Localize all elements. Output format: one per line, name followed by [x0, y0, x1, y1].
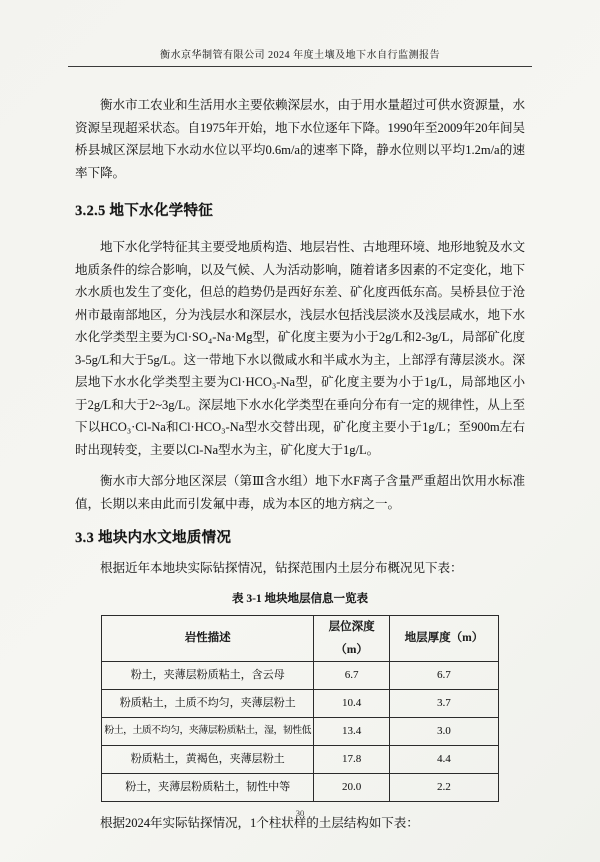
strata-table — [101, 615, 499, 802]
table-row — [102, 690, 499, 718]
thickness-cell: 6.7 — [389, 662, 498, 690]
depth-cell: 13.4 — [314, 718, 389, 746]
page-header: 衡水京华制管有限公司 2024 年度土壤及地下水自行监测报告 — [68, 46, 532, 67]
lithology-cell: 粉质粘土，黄褐色，夹薄层粉土 — [102, 746, 314, 774]
thickness-cell: 3.7 — [389, 690, 498, 718]
paragraph-column-sample: 根据2024年实际钻探情况，1个柱状样的土层结构如下表： — [100, 816, 419, 830]
table-row — [102, 662, 499, 690]
table-row — [102, 718, 499, 746]
section-heading-3-2-5: 3.2.5 地下水化学特征 — [75, 203, 214, 219]
depth-cell: 20.0 — [314, 774, 389, 802]
col-header-lithology: 岩性描述 — [102, 616, 314, 662]
table-row — [102, 774, 499, 802]
lithology-cell: 粉土，土质不均匀，夹薄层粉质粘土，湿，韧性低 — [102, 718, 314, 746]
col-header-depth: 层位深度（m） — [314, 616, 389, 662]
lithology-cell: 粉土，夹薄层粉质粘土，韧性中等 — [102, 774, 314, 802]
paragraph-drilling-intro: 根据近年本地块实际钻探情况，钻探范围内土层分布概况见下表： — [100, 561, 463, 575]
lithology-cell: 粉土，夹薄层粉质粘土，含云母 — [102, 662, 314, 690]
table-row — [102, 746, 499, 774]
thickness-cell: 4.4 — [389, 746, 498, 774]
table-caption: 表 3-1 地块地层信息一览表 — [231, 592, 369, 605]
paragraph-fluoride: 衡水市大部分地区深层（第Ⅲ含水组）地下水F离子含量严重超出饮用水标准值，长期以来由此而引发氟中毒，成为本区的地方病之一。 — [75, 474, 525, 511]
paragraph-hydrochemistry: 地下水化学特征其主要受地质构造、地层岩性、古地理环境、地形地貌及水文地质条件的综合影响，以及气候、人为活动影响，随着诸多因素的不定变化，地下水水质也发生了变化，但总的趋势仍是西好东差、矿化度西低东高。吴桥县位于沧州市最南部地区，分为浅层水和深层水，浅层水包括浅层淡水及浅层咸水，地下水水化学类型主要为Cl·SO₄-Na·Mg型，矿化度主要为小于2g/L和2-3g/L，局部矿化度3-5g/L和大于5g/L。这一带地下水以微咸水和半咸水为主，上部浮有薄层淡水。深层地下水水化学类型主要为Cl·HCO₃-Na型，矿化度主要为小于1g/L，局部地区小于2g/L和大于2~3g/L。深层地下水水化学类型在垂向分布有一定的规律性，从上至下以HCO₃·Cl-Na和Cl·HCO₃-Na型水交替出现，矿化度主要小于1g/L；至900m左右时出现转变，主要以Cl-Na型水为主，矿化度大于1g/L。 — [75, 240, 526, 457]
col-header-thickness: 地层厚度（m） — [389, 616, 498, 662]
section-heading-3-3: 3.3 地块内水文地质情况 — [75, 530, 232, 546]
page-body — [75, 88, 525, 835]
thickness-cell: 3.0 — [389, 718, 498, 746]
page-number: 30 — [295, 808, 305, 818]
depth-cell: 6.7 — [314, 662, 389, 690]
lithology-cell: 粉质粘土，土质不均匀，夹薄层粉土 — [102, 690, 314, 718]
depth-cell: 17.8 — [314, 746, 389, 774]
depth-cell: 10.4 — [314, 690, 389, 718]
paragraph-water-supply: 衡水市工农业和生活用水主要依赖深层水，由于用水量超过可供水资源量，水资源呈现超采状态。自1975年开始，地下水位逐年下降。1990年至2009年20年间吴桥县城区深层地下水动水位以平均0.6m/a的速率下降，静水位则以平均1.2m/a的速率下降。 — [75, 98, 526, 180]
thickness-cell: 2.2 — [389, 774, 498, 802]
table-header-row — [102, 616, 499, 662]
